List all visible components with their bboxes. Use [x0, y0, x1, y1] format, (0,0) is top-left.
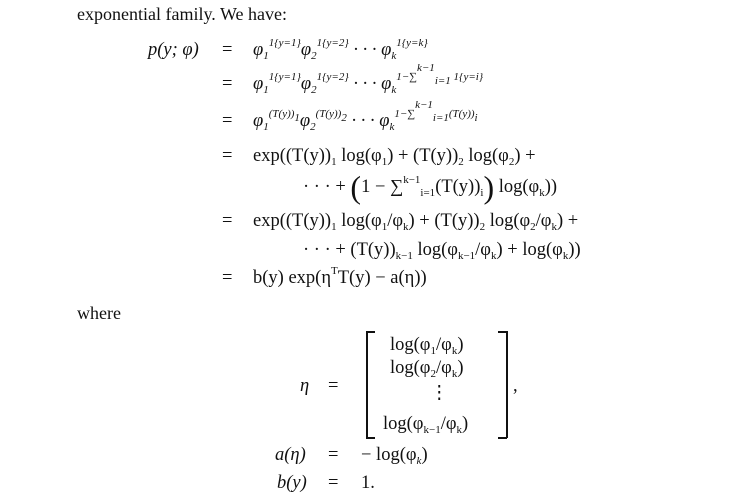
derivation-rhs: $\varphi_1^{1\{y=1\}}\varphi_2^{1\{y=2\}}$ · · · $\varphi_k^{1\{y=k\}}$ [253, 37, 428, 62]
derivation-rhs: $\exp((T(y))_1$ $\log(\varphi_1) + (T(y))_2$ $\log(\varphi_2)$ + [253, 146, 536, 168]
derivation-relation: = [222, 111, 233, 131]
matrix-entry: $\log(\varphi_2/\varphi_k)$ [390, 358, 464, 380]
derivation-rhs: $\varphi_1^{(T(y))_1}\varphi_2^{(T(y))_2}$ · · · $\varphi_k^{1-\sum^{k-1}_{i=1}(T(y))_i}$ [253, 99, 478, 133]
derivation-relation: = [222, 146, 233, 166]
derivation-relation: = [222, 40, 233, 60]
b-lhs: b(y) [277, 473, 307, 493]
derivation-rhs: $\varphi_1^{1\{y=1\}}\varphi_2^{1\{y=2\}}$ · · · $\varphi_k^{1-\sum^{k-1}_{i=1} 1\{y=i\}}$ [253, 62, 484, 96]
where-text: where [77, 303, 121, 323]
matrix-trailing-comma: , [513, 376, 518, 396]
derivation-lhs: p(y; φ) [148, 40, 199, 60]
derivation-relation: = [222, 268, 233, 288]
intro-text: exponential family. We have: [77, 4, 287, 24]
matrix-vdots: ⋮ [430, 383, 449, 403]
b-relation: = [328, 473, 339, 493]
derivation-rhs-continued: · · · + $(1 - \sum^{k-1}_{i=1}(T(y))_i)$ $\log(\varphi_k)$) [303, 169, 558, 205]
matrix-entry: $\log(\varphi_{k-1}/\varphi_k)$ [383, 414, 469, 436]
a-lhs: a(η) [275, 445, 306, 465]
eta-lhs: η [300, 376, 310, 396]
derivation-rhs: $\exp((T(y))_1$ $\log(\varphi_1/\varphi_k) + (T(y))_2$ $\log(\varphi_2/\varphi_k)$ + [253, 211, 579, 233]
eta-relation: = [328, 376, 339, 396]
a-rhs: − $\log(\varphi_k)$ [361, 445, 428, 467]
derivation-rhs: b(y) $\exp(\eta^TT(y) - a(\eta))$ [253, 265, 427, 288]
derivation-relation: = [222, 74, 233, 94]
matrix-entry: $\log(\varphi_1/\varphi_k)$ [390, 335, 464, 357]
derivation-relation: = [222, 211, 233, 231]
derivation-rhs-continued: · · · + $(T(y))_{k-1}$ $\log(\varphi_{k-1}/\varphi_k) + \log(\varphi_k)$) [303, 240, 581, 262]
a-relation: = [328, 445, 339, 465]
b-rhs: 1. [361, 473, 375, 493]
